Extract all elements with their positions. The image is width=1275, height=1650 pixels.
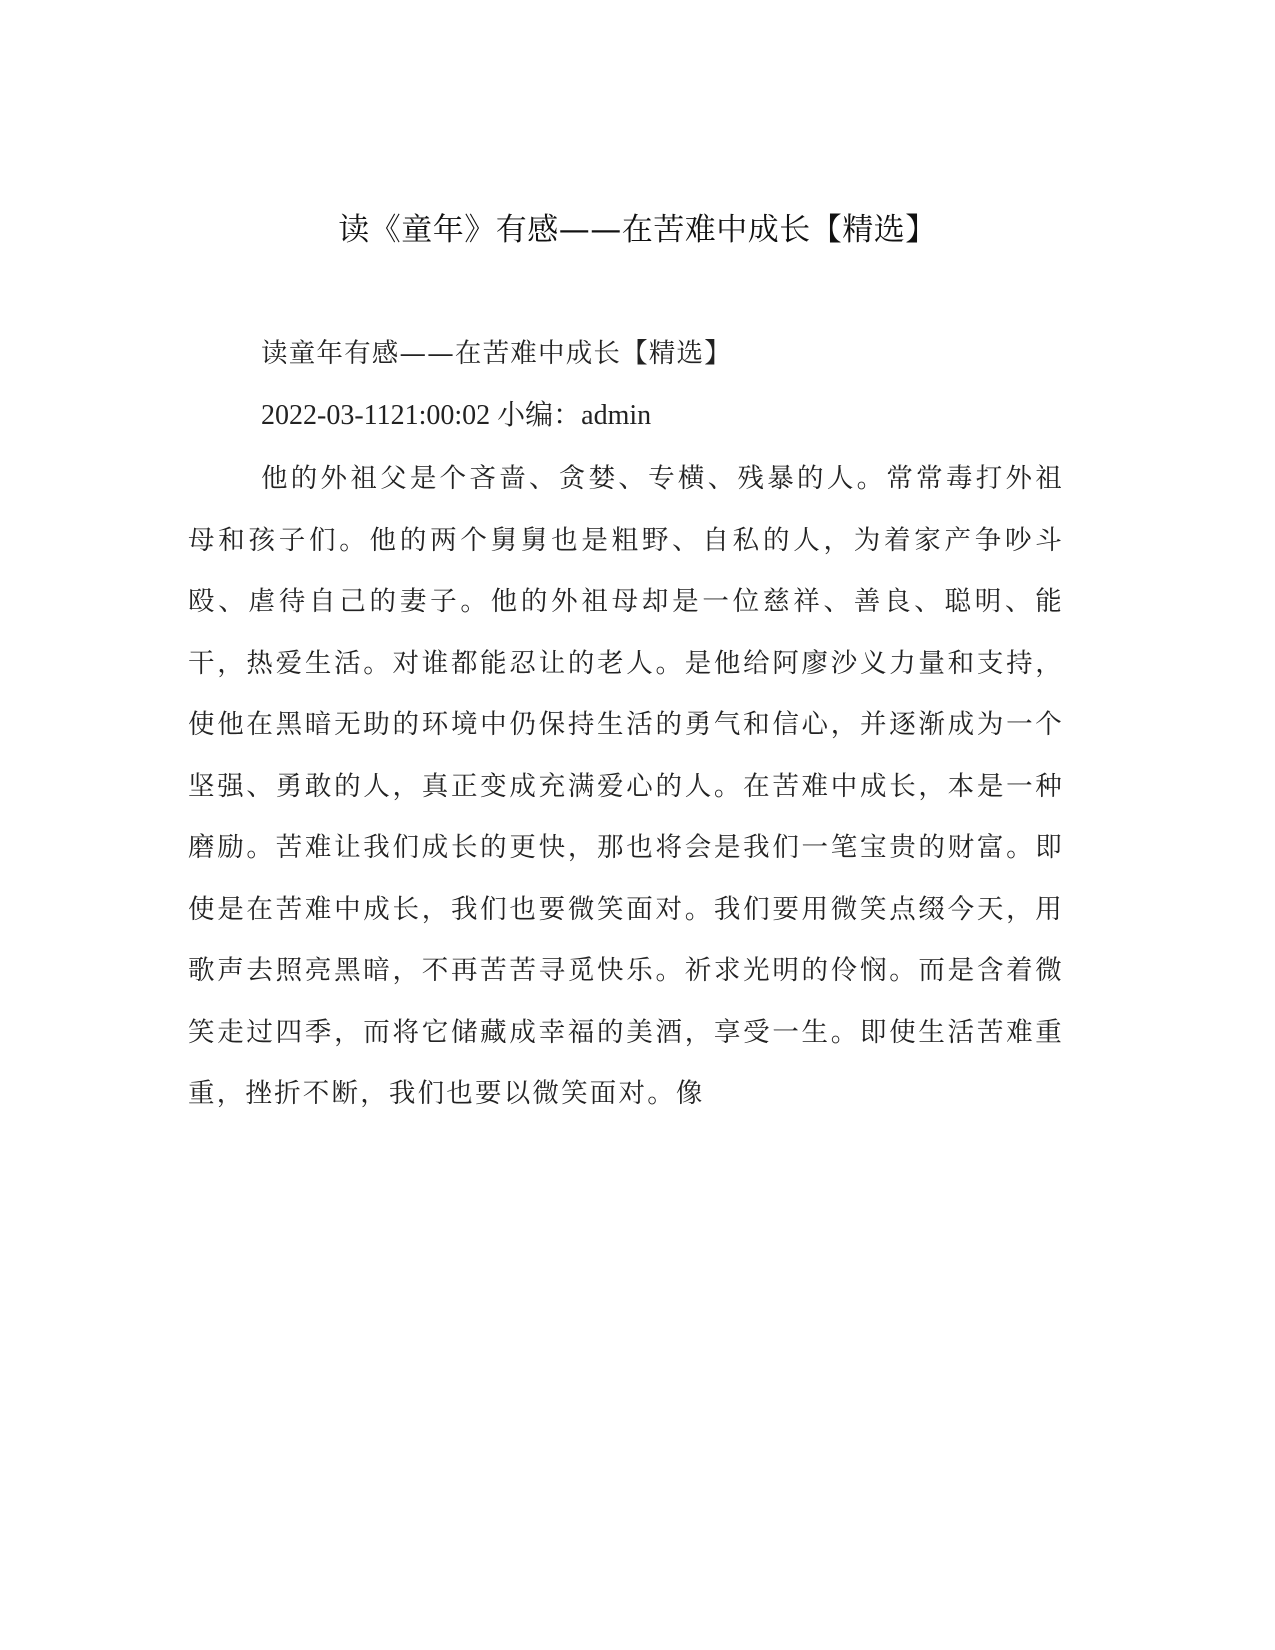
- article-meta: 2022-03-1121:00:02 小编：admin: [261, 400, 652, 431]
- article-subtitle: 读童年有感——在苦难中成长【精选】: [261, 338, 732, 369]
- document-title: 读《童年》有感——在苦难中成长【精选】: [338, 212, 937, 248]
- article-paragraph: 他的外祖父是个吝啬、贪婪、专横、残暴的人。常常毒打外祖母和孩子们。他的两个舅舅也是粗野、自私的人，为着家产争吵斗殴、虐待自己的妻子。他的外祖母却是一位慈祥、善良、聪明、能干，热爱生活。对谁都能忍让的老人。是他给阿廖沙义力量和支持，使他在黑暗无助的环境中仍保持生活的勇气和信心，并逐渐成为一个坚强、勇敢的人，真正变成充满爱心的人。在苦难中成长，本是一种磨励。苦难让我们成长的更快，那也将会是我们一笔宝贵的财富。即使是在苦难中成长，我们也要微笑面对。我们要用微笑点缀今天，用歌声去照亮黑暗，不再苦苦寻觅快乐。祈求光明的伶悯。而是含着微笑走过四季，而将它储藏成幸福的美酒，享受一生。即使生活苦难重重，挫折不断，我们也要以微笑面对。像: [188, 463, 1064, 1109]
